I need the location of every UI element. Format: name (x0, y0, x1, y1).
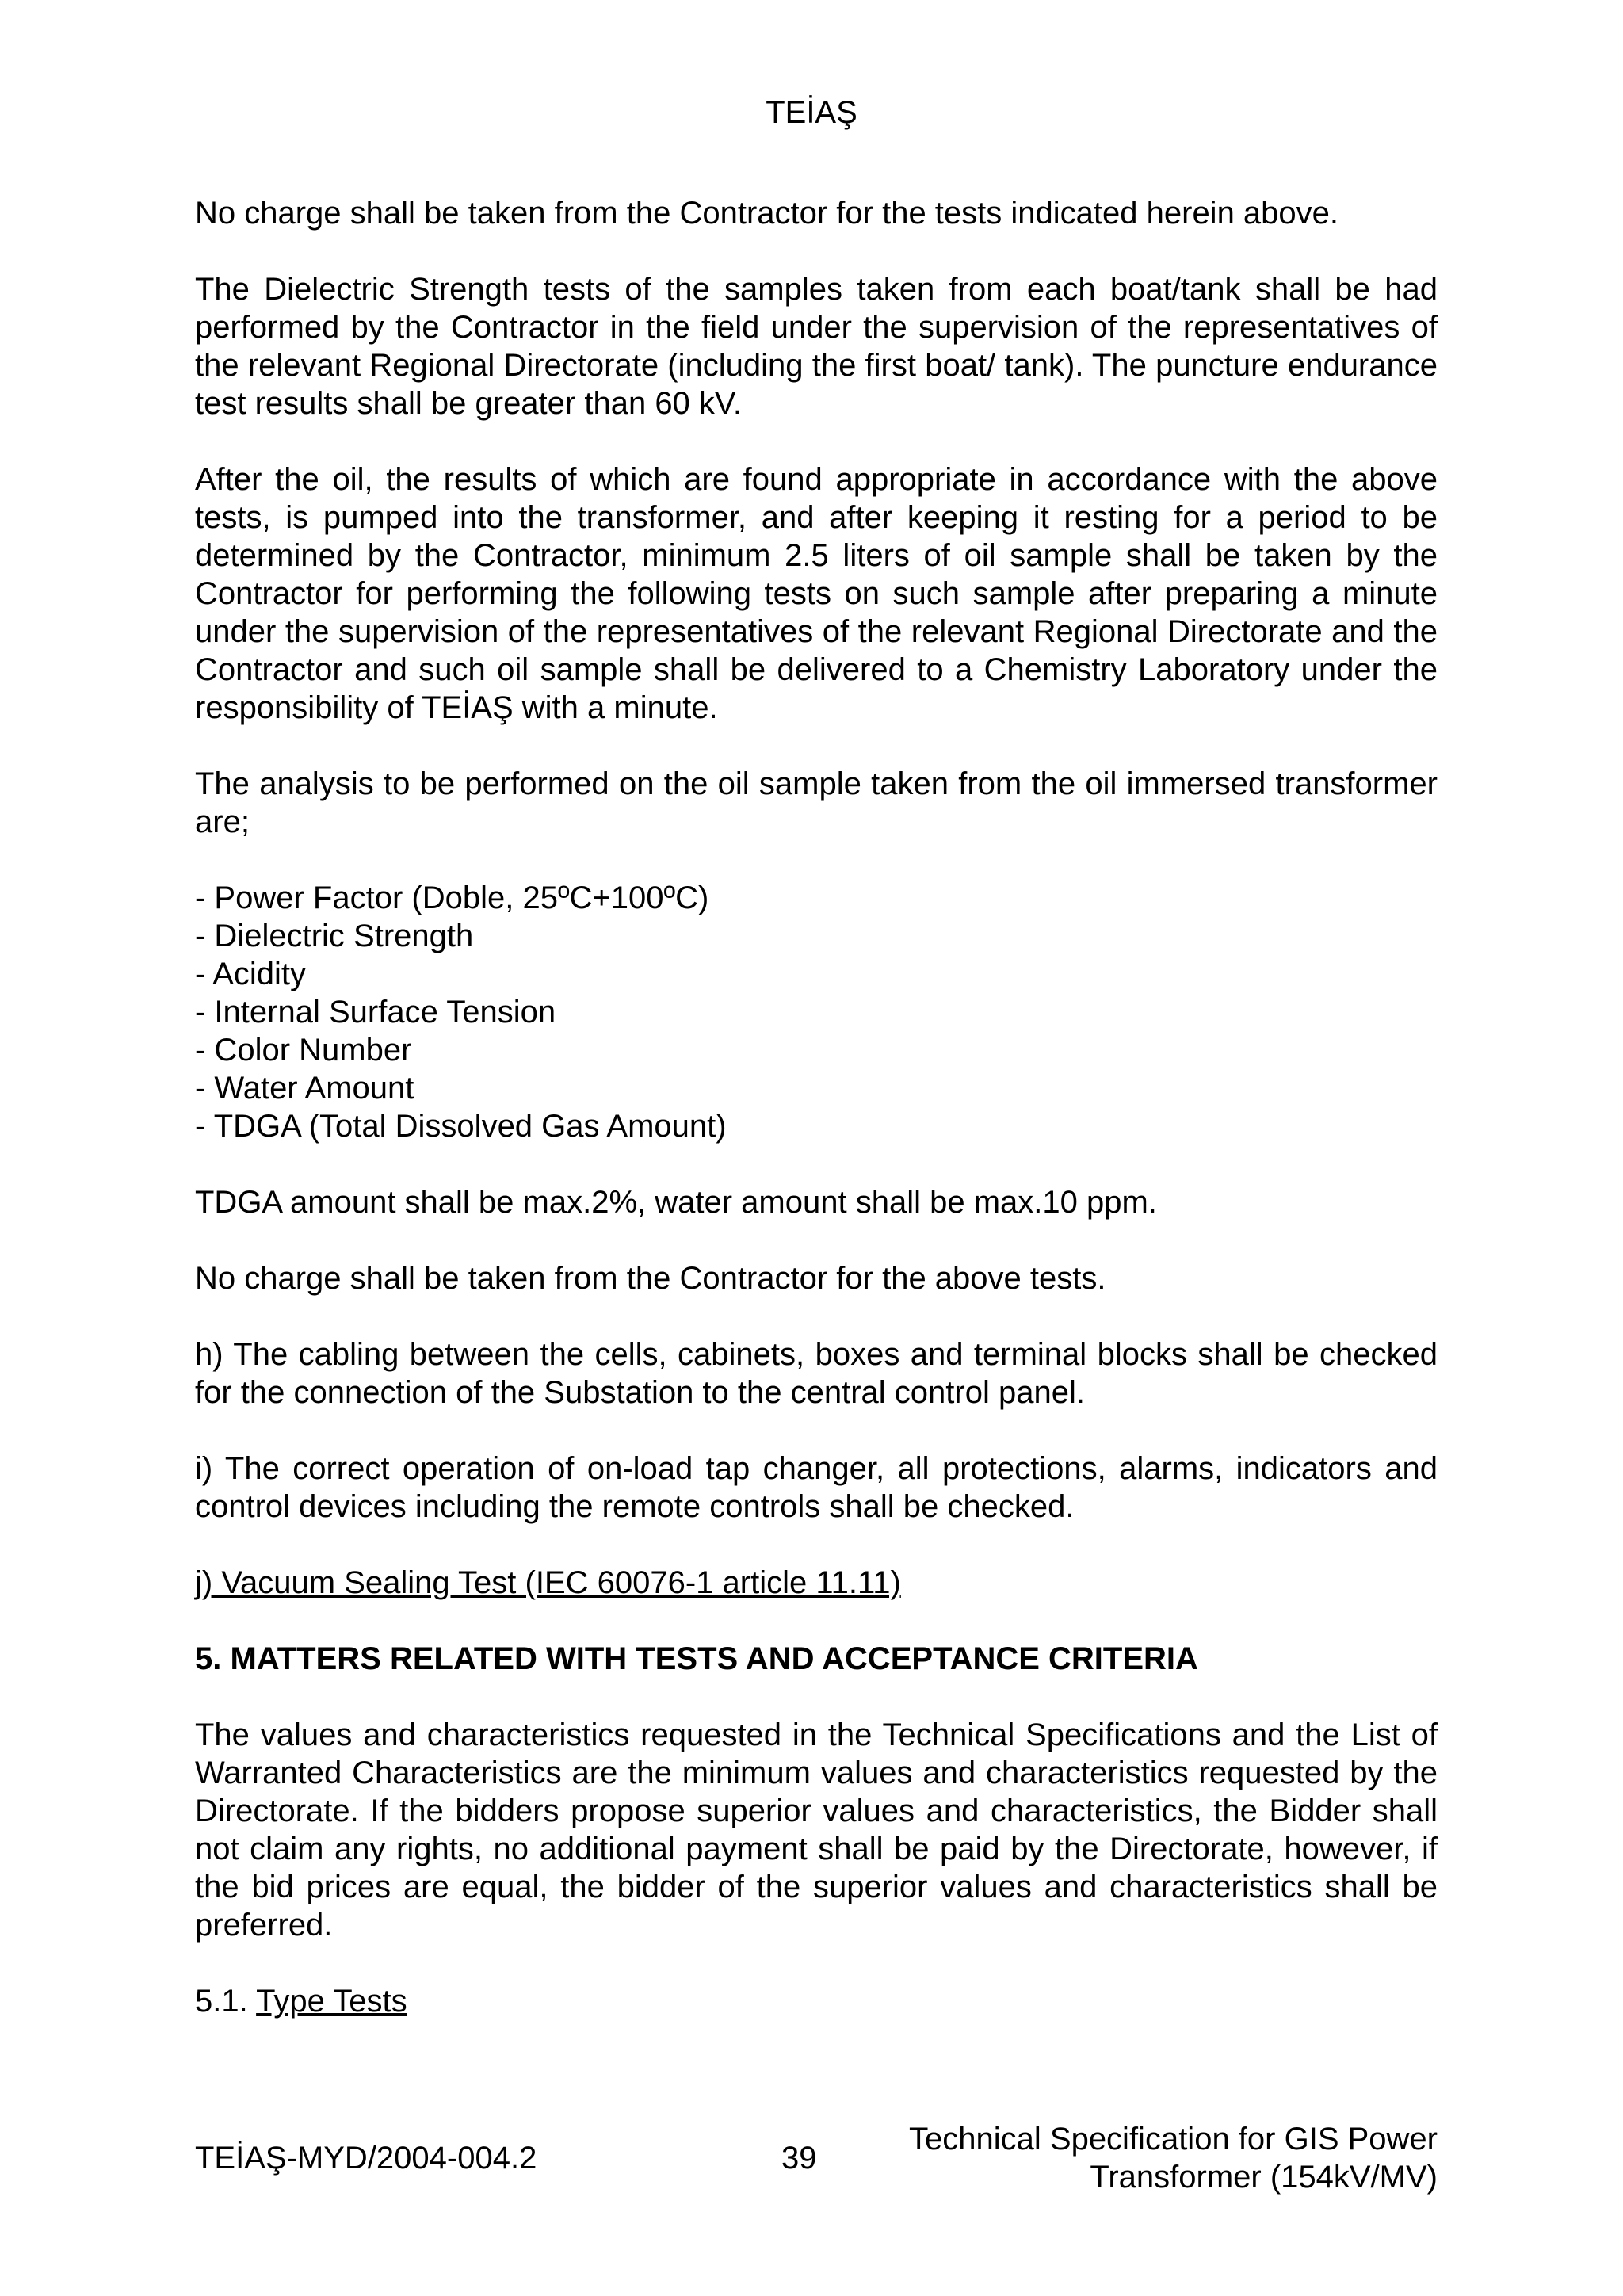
paragraph-no-charge-above: No charge shall be taken from the Contractor for the above tests. (195, 1261, 1106, 1296)
section-heading: 5. MATTERS RELATED WITH TESTS AND ACCEPTANCE CRITERIA (195, 1641, 1198, 1676)
footer-doc-code: TEİAŞ-MYD/2004-004.2 (195, 2141, 537, 2176)
footer-page-number: 39 (781, 2141, 817, 2176)
paragraph-tdga-limits: TDGA amount shall be max.2%, water amount shall be max.10 ppm. (195, 1185, 1157, 1220)
subsection-number: 5.1. (195, 1984, 257, 2019)
subsection-title: Type Tests (256, 1984, 407, 2019)
list-item: - Internal Surface Tension (195, 995, 556, 1030)
paragraph-cabling-check: h) The cabling between the cells, cabinets, boxes and terminal blocks shall be checked for the connection of the Substation to the central control panel. (195, 1337, 1438, 1410)
footer-doc-title-line1: Technical Specification for GIS Power (909, 2122, 1438, 2157)
page-header-title: TEİAŞ (766, 95, 857, 130)
page-footer (195, 2120, 1438, 2199)
list-item: - Dielectric Strength (195, 919, 474, 953)
list-item: - Water Amount (195, 1071, 414, 1106)
list-item: - Power Factor (Doble, 25ºC+100ºC) (195, 881, 709, 915)
paragraph-values-characteristics: The values and characteristics requested in the Technical Specifications and the List of Warranted Characteristics are the minimum values and characteristics requested by the Directorate. If the bidders propose superior values and characteristics, the Bidder shall not claim any rights, no additional payment shall be paid by the Directorate, however, if the bid prices are equal, the bidder of the superior values and characteristics shall be preferred. (195, 1717, 1438, 1943)
paragraph-oil-sample: After the oil, the results of which are found appropriate in accordance with the above tests, is pumped into the transformer, and after keeping it resting for a period to be determined by the Contractor, minimum 2.5 liters of oil sample shall be taken by the Contractor for performing the following tests on such sample after preparing a minute under the supervision of the representatives of the relevant Regional Directorate and the Contractor and such oil sample shall be delivered to a Chemistry Laboratory under the responsibility of TEİAŞ with a minute. (195, 462, 1438, 725)
list-item: - Color Number (195, 1033, 412, 1068)
paragraph-analysis-intro: The analysis to be performed on the oil sample taken from the oil immersed transformer are; (195, 766, 1438, 839)
list-item: - Acidity (195, 957, 307, 991)
analysis-list (195, 879, 1438, 1145)
footer-doc-title (909, 2120, 1438, 2196)
list-item: - TDGA (Total Dissolved Gas Amount) (195, 1109, 727, 1144)
paragraph-operation-check: i) The correct operation of on-load tap changer, all protections, alarms, indicators and control devices including the remote controls shall be checked. (195, 1451, 1438, 1524)
document-body (195, 194, 1438, 2058)
paragraph-no-charge-tests: No charge shall be taken from the Contractor for the tests indicated herein above. (195, 196, 1339, 231)
paragraph-vacuum-sealing-test (195, 1564, 1438, 1602)
footer-doc-title-line2: Transformer (154kV/MV) (1090, 2160, 1438, 2195)
vacuum-sealing-test-label: j) Vacuum Sealing Test (IEC 60076-1 article 11.11) (195, 1565, 901, 1600)
subsection-heading (195, 1982, 1438, 2020)
paragraph-dielectric-strength: The Dielectric Strength tests of the samples taken from each boat/tank shall be had performed by the Contractor in the field under the supervision of the representatives of the relevant Regional Directorate (including the first boat/ tank). The puncture endurance test results shall be greater than 60 kV. (195, 272, 1438, 421)
